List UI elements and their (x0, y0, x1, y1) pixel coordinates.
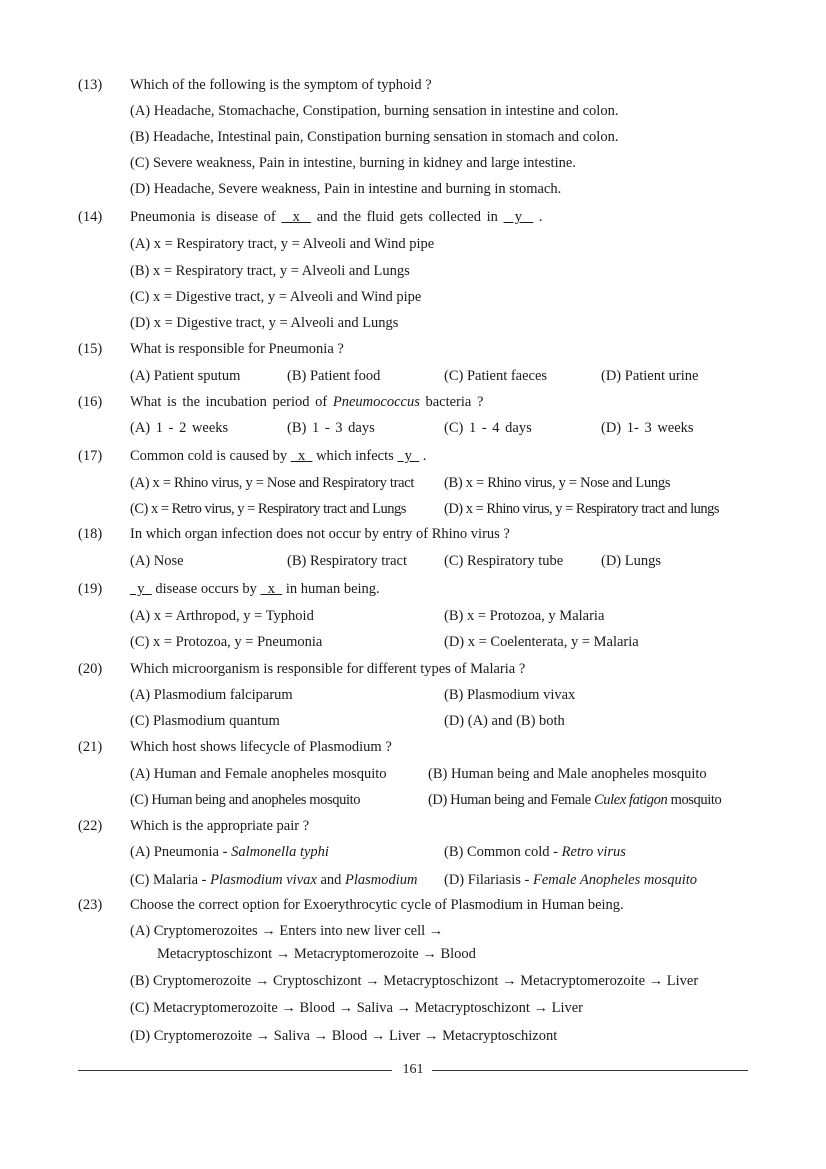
question-number: (17) (78, 448, 103, 464)
question-number: (19) (78, 581, 103, 597)
option: (B) Respiratory tract (287, 553, 407, 569)
option: (C) x = Digestive tract, y = Alveoli and Wind pipe (130, 289, 422, 305)
option: (B) x = Protozoa, y Malaria (444, 608, 605, 624)
question-text: Which is the appropriate pair ? (130, 818, 310, 834)
option: (C) Patient faeces (444, 368, 548, 384)
option: (A) Plasmodium falciparum (130, 687, 293, 703)
option: (C) Metacryptomerozoite → Blood → Saliva → Metacryptoschizont → Liver (130, 1000, 584, 1016)
option: (D) Human being and Female Culex fatigon mosquito (428, 792, 722, 808)
question-number: (18) (78, 526, 103, 542)
question-text: Which of the following is the symptom of typhoid ? (130, 77, 432, 93)
option: (D) Filariasis - Female Anopheles mosquito (444, 872, 698, 888)
option: (B) Plasmodium vivax (444, 687, 576, 703)
option: (A) x = Respiratory tract, y = Alveoli and Wind pipe (130, 236, 435, 252)
question-text: What is the incubation period of Pneumococcus bacteria ? (130, 394, 484, 410)
option: (D) 1- 3 weeks (601, 420, 694, 436)
option: (D) x = Coelenterata, y = Malaria (444, 634, 639, 650)
option: (B) Headache, Intestinal pain, Constipation burning sensation in stomach and colon. (130, 129, 619, 145)
question-number: (16) (78, 394, 103, 410)
option: (B) Common cold - Retro virus (444, 844, 626, 860)
question-number: (15) (78, 341, 103, 357)
option: (D) Patient urine (601, 368, 699, 384)
page-number: 161 (402, 1062, 424, 1077)
option: (A) Cryptomerozoites → Enters into new liver cell → (130, 923, 444, 939)
question-text: What is responsible for Pneumonia ? (130, 341, 344, 357)
option: (D) x = Digestive tract, y = Alveoli and Lungs (130, 315, 399, 331)
option-continuation: Metacryptoschizont → Metacryptomerozoite → Blood (157, 946, 476, 962)
question-number: (23) (78, 897, 103, 913)
option: (B) 1 - 3 days (287, 420, 375, 436)
option: (A) x = Arthropod, y = Typhoid (130, 608, 314, 624)
question-number: (21) (78, 739, 103, 755)
option: (B) Human being and Male anopheles mosquito (428, 766, 707, 782)
option: (C) x = Retro virus, y = Respiratory tract and Lungs (130, 501, 406, 517)
option: (D) Headache, Severe weakness, Pain in intestine and burning in stomach. (130, 181, 562, 197)
option: (C) 1 - 4 days (444, 420, 532, 436)
option: (C) Plasmodium quantum (130, 713, 280, 729)
option: (A) Pneumonia - Salmonella typhi (130, 844, 329, 860)
question-text: Which microorganism is responsible for different types of Malaria ? (130, 661, 526, 677)
question-text: In which organ infection does not occur by entry of Rhino virus ? (130, 526, 510, 542)
question-text: Pneumonia is disease of x and the fluid gets collected in y . (130, 209, 543, 225)
question-number: (20) (78, 661, 103, 677)
question-text: Which host shows lifecycle of Plasmodium ? (130, 739, 392, 755)
option: (A) Nose (130, 553, 184, 569)
option: (C) Malaria - Plasmodium vivax and Plasmodium (130, 872, 418, 888)
option: (D) x = Rhino virus, y = Respiratory tract and lungs (444, 501, 720, 517)
option: (C) Severe weakness, Pain in intestine, burning in kidney and large intestine. (130, 155, 576, 171)
option: (A) Human and Female anopheles mosquito (130, 766, 387, 782)
question-number: (14) (78, 209, 103, 225)
option: (C) x = Protozoa, y = Pneumonia (130, 634, 323, 650)
option: (D) (A) and (B) both (444, 713, 565, 729)
option: (B) Cryptomerozoite → Cryptoschizont → Metacryptoschizont → Metacryptomerozoite → Liver (130, 973, 699, 989)
option: (D) Lungs (601, 553, 662, 569)
option: (C) Respiratory tube (444, 553, 564, 569)
footer-rule-right (432, 1070, 748, 1071)
footer-rule-left (78, 1070, 392, 1071)
option: (A) 1 - 2 weeks (130, 420, 229, 436)
option: (C) Human being and anopheles mosquito (130, 792, 361, 808)
question-text: Common cold is caused by x which infects y . (130, 448, 427, 464)
option: (A) x = Rhino virus, y = Nose and Respiratory tract (130, 475, 415, 491)
option: (B) Patient food (287, 368, 381, 384)
question-text: Choose the correct option for Exoerythrocytic cycle of Plasmodium in Human being. (130, 897, 624, 913)
option: (A) Headache, Stomachache, Constipation, burning sensation in intestine and colon. (130, 103, 619, 119)
question-number: (13) (78, 77, 103, 93)
option: (D) Cryptomerozoite → Saliva → Blood → Liver → Metacryptoschizont (130, 1028, 558, 1044)
question-number: (22) (78, 818, 103, 834)
option: (B) x = Rhino virus, y = Nose and Lungs (444, 475, 671, 491)
option: (A) Patient sputum (130, 368, 241, 384)
option: (B) x = Respiratory tract, y = Alveoli and Lungs (130, 263, 410, 279)
question-text: y disease occurs by x in human being. (130, 581, 380, 597)
